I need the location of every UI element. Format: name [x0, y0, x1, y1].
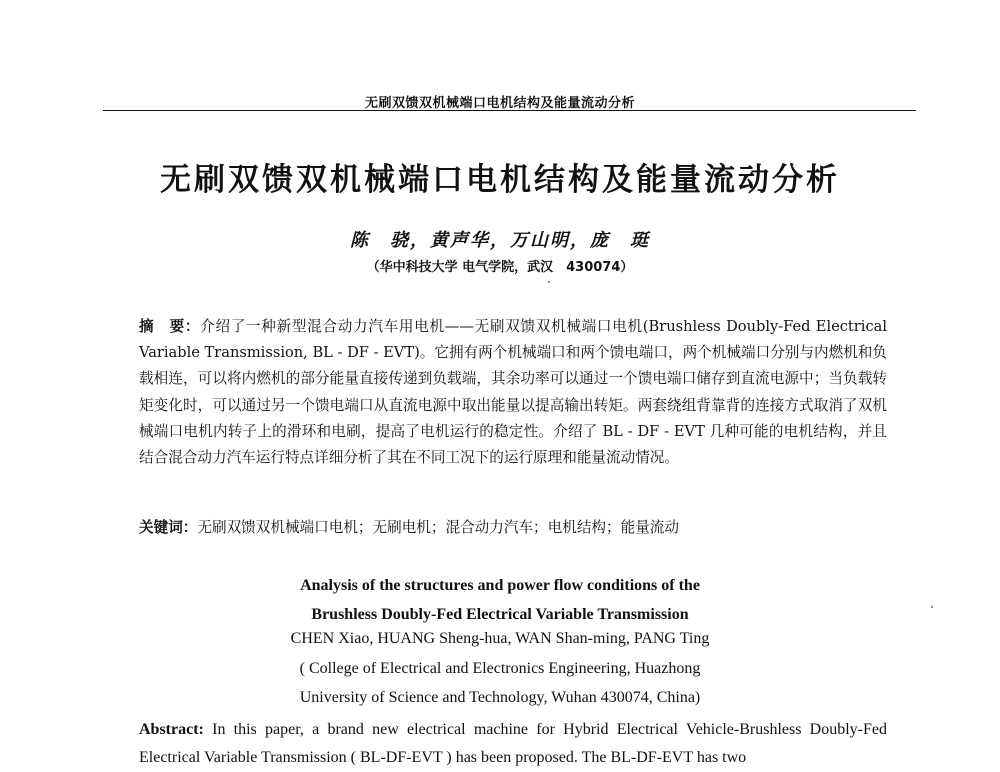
- english-title-line-1: Analysis of the structures and power flow conditions of the: [300, 577, 700, 594]
- keywords-cn-label: 关键词：: [139, 519, 198, 536]
- english-abstract-text: In this paper, a brand new electrical machine for Hybrid Electrical Vehicle-Brushless Doubly-Fed Electrical Variable Transmission ( BL-DF-EVT ) has been proposed. The BL-DF-EVT has two: [139, 721, 888, 766]
- abstract-cn-label: 摘 要：: [139, 318, 201, 335]
- english-affiliation-line-2: University of Science and Technology, Wuhan 430074, China): [299, 689, 701, 706]
- abstract-cn: [139, 314, 887, 471]
- english-abstract: [139, 716, 887, 772]
- running-header: 无刷双馈双机械端口电机结构及能量流动分析: [364, 96, 635, 111]
- header-rule: [103, 110, 916, 111]
- keywords-cn-text: 无刷双馈双机械端口电机；无刷电机；混合动力汽车；电机结构；能量流动: [197, 519, 679, 536]
- scan-speck: [548, 281, 550, 283]
- abstract-cn-text: 介绍了一种新型混合动力汽车用电机——无刷双馈双机械端口电机(Brushless Doubly-Fed Electrical Variable Transmission, BL - DF - EVT)。它拥有两个机械端口和两个馈电端口，两个机械端口分别与内燃机和负载相连，可以将内燃机的部分能量直接传递到负载端，其余功率可以通过一个馈电端口储存到直流电源中；当负载转矩变化时，可以通过另一个馈电端口从直流电源中取出能量以提高输出转矩。两套绕组背靠背的连接方式取消了双机械端口电机内转子上的滑环和电刷，提高了电机运行的稳定性。介绍了 BL - DF - EVT 几种可能的电机结构，并且结合混合动力汽车运行特点详细分析了其在不同工况下的运行原理和能量流动情况。: [139, 318, 887, 467]
- english-affiliation-line-1: ( College of Electrical and Electronics Engineering, Huazhong: [299, 660, 701, 677]
- paper-title: 无刷双馈双机械端口电机结构及能量流动分析: [160, 162, 840, 198]
- english-title: [0, 571, 1000, 629]
- keywords-cn: [139, 515, 887, 541]
- english-title-line-2: Brushless Doubly-Fed Electrical Variable Transmission: [311, 606, 689, 623]
- english-authors: CHEN Xiao, HUANG Sheng-hua, WAN Shan-ming, PANG Ting: [290, 630, 710, 647]
- scan-speck: [931, 606, 933, 608]
- authors-cn: 陈 骁，黄声华，万山明，庞 珽: [350, 230, 650, 251]
- english-abstract-label: Abstract:: [139, 721, 204, 738]
- affiliation-cn: （华中科技大学 电气学院，武汉 430074）: [366, 260, 634, 275]
